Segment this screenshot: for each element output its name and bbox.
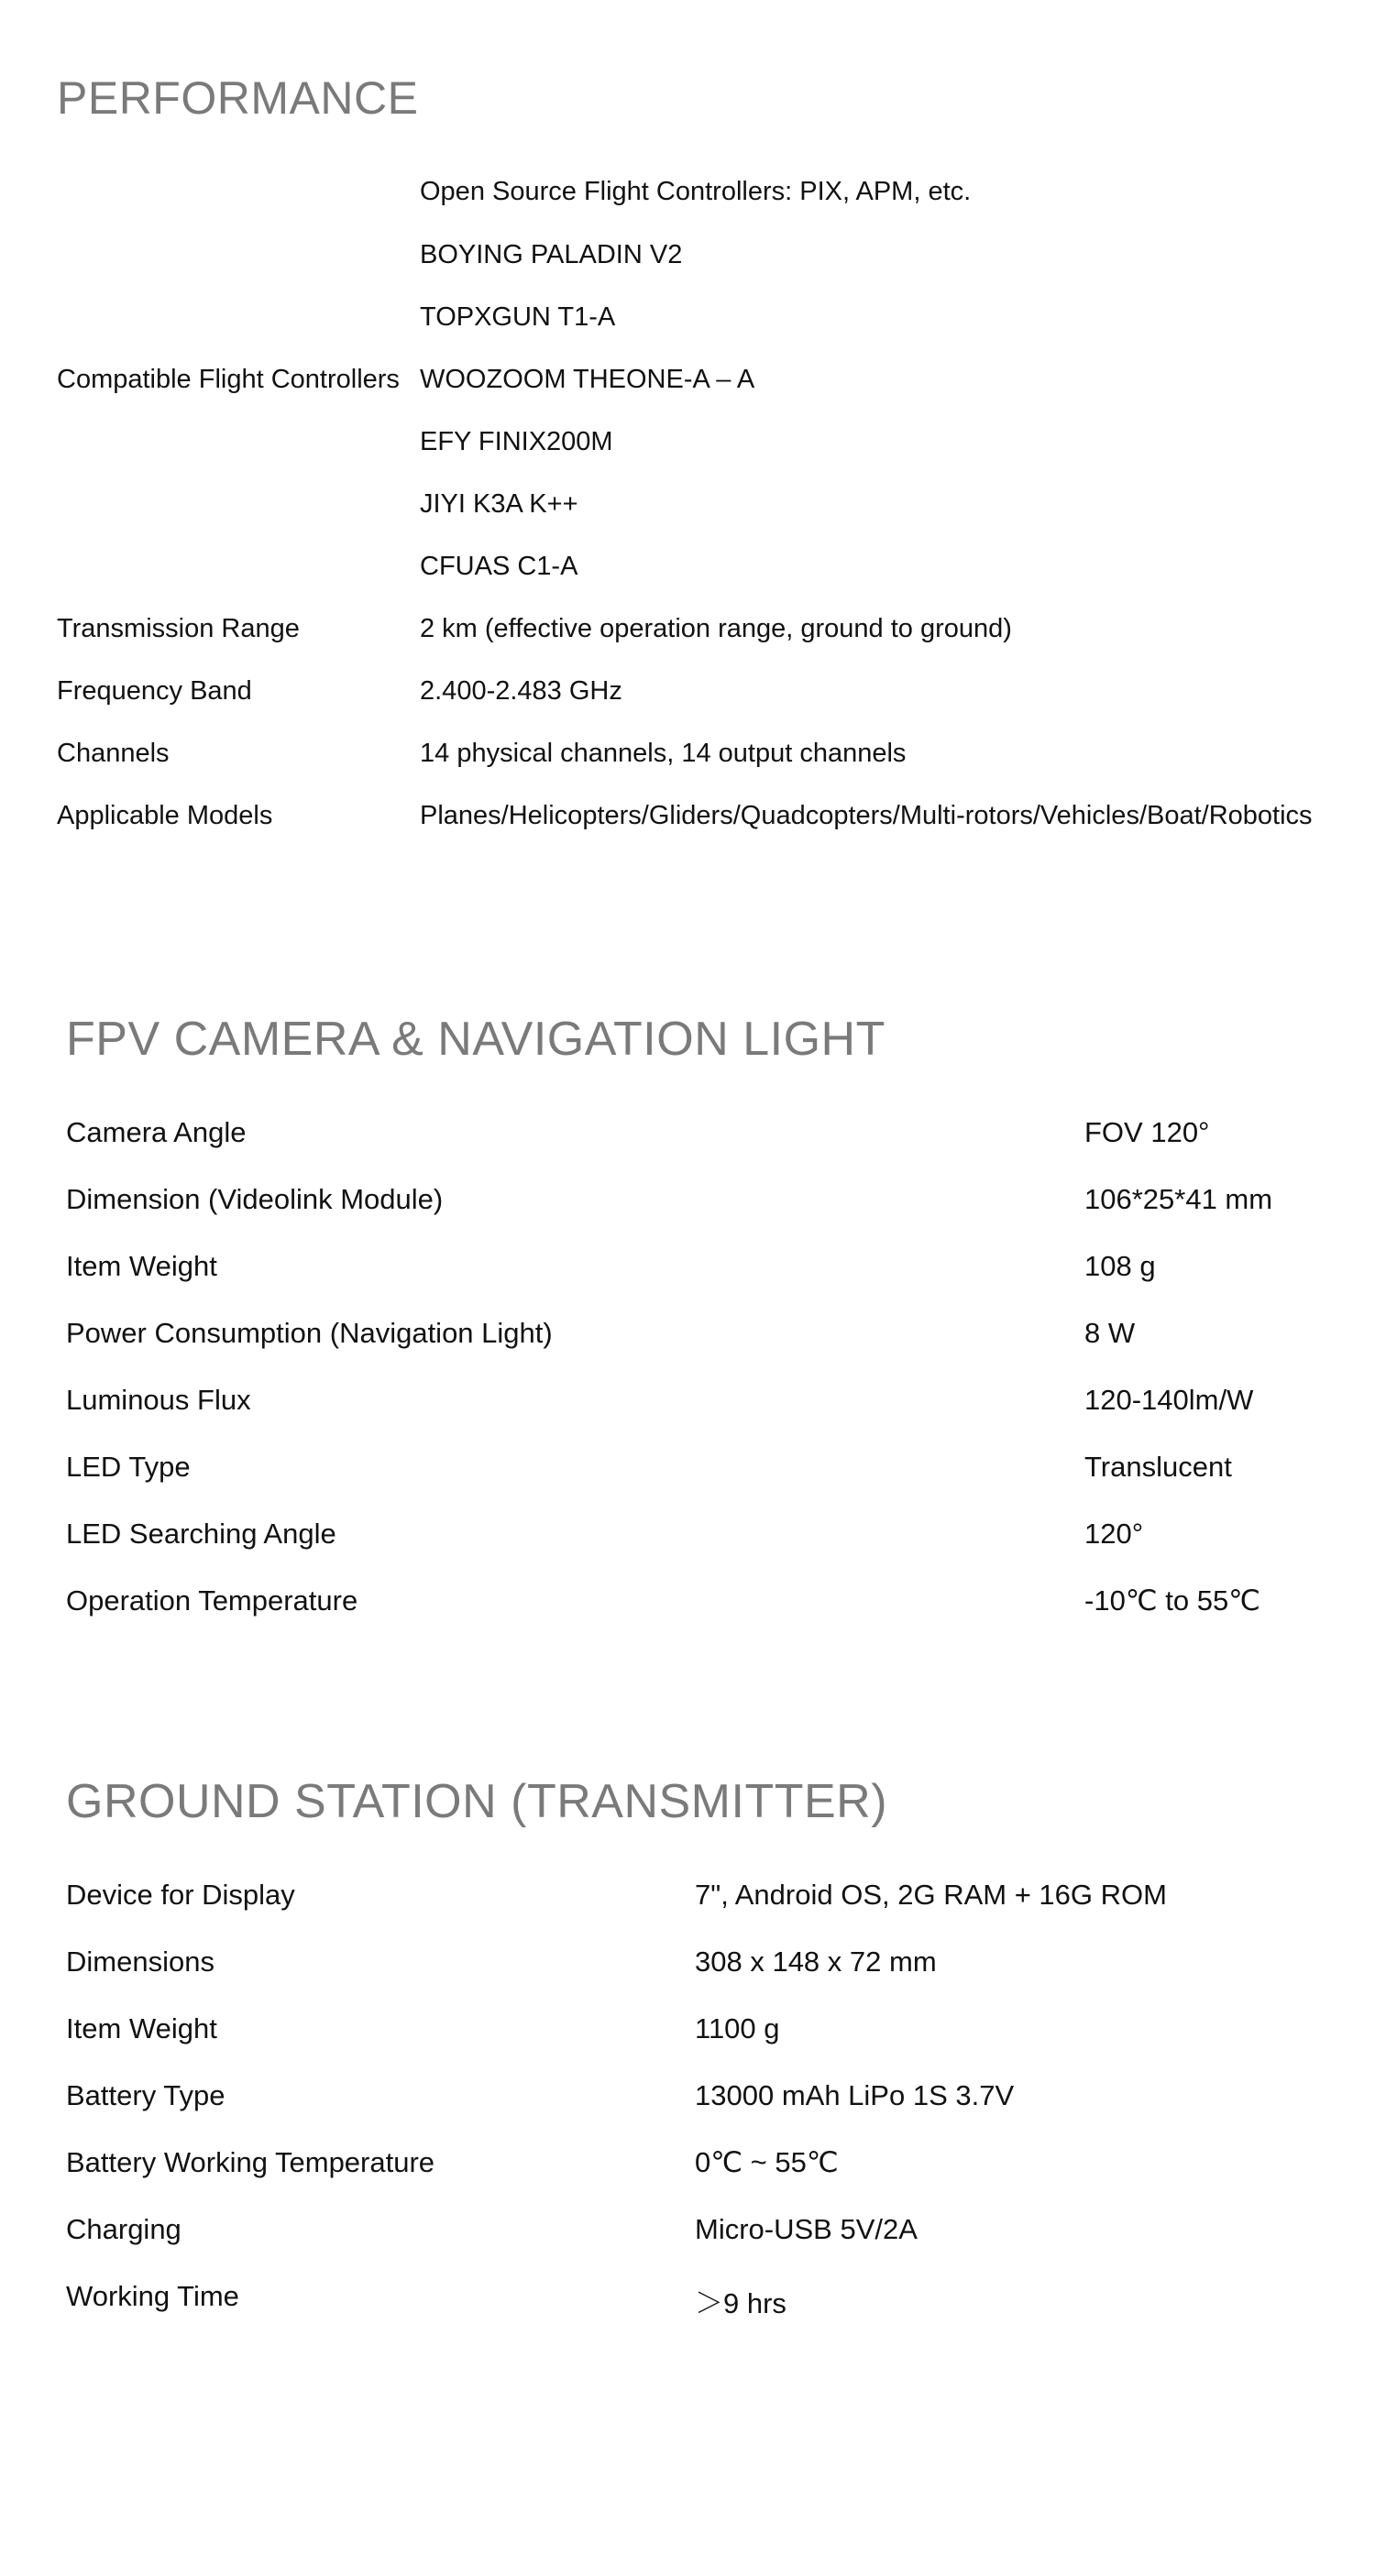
compatible-controller-value: EFY FINIX200M <box>420 427 613 456</box>
spec-value: Planes/Helicopters/Gliders/Quadcopters/Multi-rotors/Vehicles/Boat/Robotics <box>420 801 1313 830</box>
compatible-controller-value: CFUAS C1-A <box>420 552 578 581</box>
spec-value: 0℃ ~ 55℃ <box>695 2146 839 2178</box>
spec-value: Translucent <box>1084 1451 1232 1483</box>
spec-label: Item Weight <box>66 1250 217 1282</box>
spec-label: Device for Display <box>66 1879 295 1911</box>
spec-value: 13000 mAh LiPo 1S 3.7V <box>695 2079 1015 2111</box>
spec-value: 1100 g <box>695 2012 780 2044</box>
spec-value: FOV 120° <box>1084 1116 1210 1148</box>
spec-value: 120° <box>1084 1518 1144 1550</box>
spec-value: 120-140lm/W <box>1084 1384 1254 1416</box>
spec-label: Power Consumption (Navigation Light) <box>66 1317 553 1349</box>
fpv-title: FPV CAMERA & NAVIGATION LIGHT <box>66 1013 886 1066</box>
compatible-controller-value: Open Source Flight Controllers: PIX, APM, etc. <box>420 177 972 206</box>
fpv-section <box>0 990 1375 1650</box>
spec-label: Camera Angle <box>66 1116 247 1148</box>
spec-value: 106*25*41 mm <box>1084 1183 1273 1215</box>
spec-label: LED Type <box>66 1451 191 1483</box>
compatible-controller-value: BOYING PALADIN V2 <box>420 240 683 269</box>
spec-value: ＞9 hrs <box>695 2287 786 2319</box>
spec-label: Transmission Range <box>57 614 300 643</box>
compatible-controller-value: TOPXGUN T1-A <box>420 302 616 332</box>
spec-value: -10℃ to 55℃ <box>1084 1584 1260 1617</box>
spec-label: Dimensions <box>66 1946 214 1978</box>
compatible-controller-value: WOOZOOM THEONE-A – A <box>420 365 755 394</box>
spec-value: 14 physical channels, 14 output channels <box>420 739 907 768</box>
spec-label: Charging <box>66 2213 182 2245</box>
spec-label: Operation Temperature <box>66 1584 358 1617</box>
spec-label: Battery Type <box>66 2079 226 2111</box>
spec-label: Dimension (Videolink Module) <box>66 1183 444 1215</box>
ground-station-section <box>0 1761 1375 2421</box>
spec-value: 108 g <box>1084 1250 1156 1282</box>
spec-value: 7", Android OS, 2G RAM + 16G ROM <box>695 1879 1167 1911</box>
spec-value: 2 km (effective operation range, ground to ground) <box>420 614 1012 643</box>
spec-label: Item Weight <box>66 2012 217 2044</box>
spec-label: Applicable Models <box>57 801 273 830</box>
spec-label: Luminous Flux <box>66 1384 251 1416</box>
performance-section <box>0 0 1375 880</box>
spec-label: Channels <box>57 739 170 768</box>
spec-value: Micro-USB 5V/2A <box>695 2213 918 2245</box>
spec-label: LED Searching Angle <box>66 1518 336 1550</box>
spec-label: Working Time <box>66 2280 239 2312</box>
performance-title: PERFORMANCE <box>57 72 419 124</box>
ground-station-title: GROUND STATION (TRANSMITTER) <box>66 1775 888 1828</box>
compatible-controllers-label: Compatible Flight Controllers <box>57 365 400 394</box>
spec-value: 2.400-2.483 GHz <box>420 676 622 706</box>
spec-label: Battery Working Temperature <box>66 2146 435 2178</box>
compatible-controller-value: JIYI K3A K++ <box>420 489 578 519</box>
spec-label: Frequency Band <box>57 676 252 706</box>
spec-value: 308 x 148 x 72 mm <box>695 1946 937 1978</box>
spec-value: 8 W <box>1084 1317 1136 1349</box>
